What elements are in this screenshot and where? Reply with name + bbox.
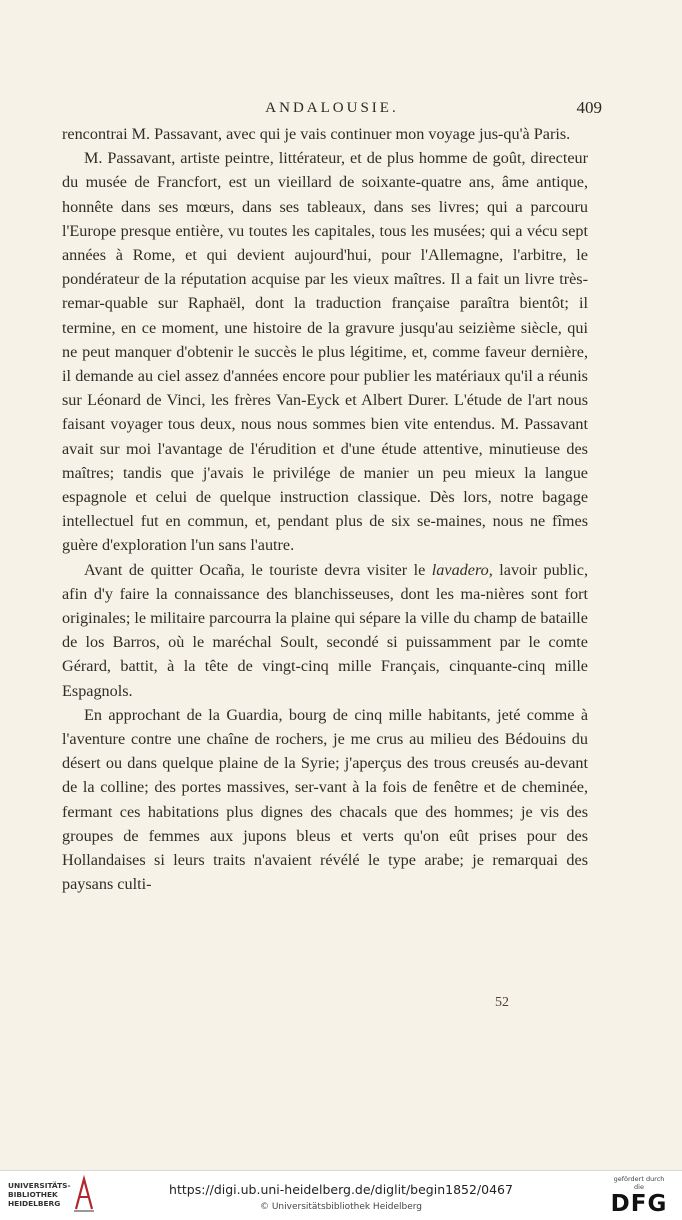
paragraph-4: En approchant de la Guardia, bourg de cinq mille habitants, jeté comme à l'aventure contre une chaîne de rochers, je me crus au milieu des Bédouins du désert ou dans quelque plaine de la Syrie; j'aperçus des trous creusés au-devant de la colline; des portes massives, ser-vant à la fois de fenêtre et de cheminée, fermant ces habitations plus dignes des chacals que des hommes; je vis des groupes de femmes aux jupons bleus et verts qu'on eût prises pour des Hollandaises si leurs traits n'avaient révélé le type arabe; je remarquai des paysans culti-: [62, 705, 588, 894]
paragraph-3-italic: lavadero,: [431, 560, 493, 579]
library-name-line3: HEIDELBERG: [8, 1199, 61, 1208]
permalink-url[interactable]: https://digi.ub.uni-heidelberg.de/diglit/begin1852/0467: [169, 1182, 513, 1197]
dfg-wordmark: DFG: [610, 1191, 668, 1217]
paragraph-3: [62, 558, 588, 703]
running-head: [62, 98, 602, 122]
paragraph-3-start: Avant de quitter Ocaña, le touriste devra visiter le: [84, 560, 432, 579]
library-name-line1: UNIVERSITÄTS-: [8, 1181, 71, 1190]
paragraph-1: rencontrai M. Passavant, avec qui je vais continuer mon voyage jus-qu'à Paris.: [62, 125, 571, 143]
body-text: [62, 122, 588, 897]
page-number: 409: [576, 98, 602, 117]
viewer-footer: [0, 1170, 682, 1220]
paragraph-3-end: lavoir public, afin d'y faire la connaissance des blanchisseuses, dont les ma-nières sont fort originales; le militaire parcourra la plaine qui sépare la ville du champ de bataille de los Barros, où le maréchal Soult, secondé si puissamment par le comte Gérard, battit, à la tête de vingt-cinq mille Français, cinquante-cinq mille Espagnols.: [62, 560, 588, 700]
running-title: ANDALOUSIE.: [265, 100, 399, 116]
copyright-notice: © Universitätsbibliothek Heidelberg: [259, 1202, 422, 1212]
paragraph-2: M. Passavant, artiste peintre, littérateur, et de plus homme de goût, directeur du musée de Francfort, est un vieillard de soixante-quatre ans, âme antique, honnête dans ses mœurs, dans ses tableaux, dans ses livres; qui a parcouru l'Europe presque entière, vu toutes les capitales, tous les musées; qui a vécu sept années à Rome, et qui devient aujourd'hui, pour l'Allemagne, l'arbitre, le pondérateur de la réputation acquise par les vieux maîtres. Il a fait un livre très-remar-quable sur Raphaël, dont la traduction française paraîtra bientôt; il termine, en ce moment, une histoire de la gravure jusqu'au seizième siècle, qui ne peut manquer d'obtenir le succès le plus légitime, et, comme faveur dernière, il demande au ciel assez d'années encore pour publier les matériaux qu'il a réunis sur Léonard de Vinci, les frères Van-Eyck et Albert Durer. L'étude de l'art nous faisant voyager tous deux, nous nous sommes bien vite entendus. M. Passavant avait sur moi l'avantage de l'érudition et d'une étude attentive, minutieuse des maîtres; tandis que j'avais le privilége de manier un peu mieux la langue espagnole et celui de quelque instruction classique. Dès lors, notre bagage intellectuel fut en commun, et, pendant plus de six se-maines, nous ne fîmes guère d'exploration l'un sans l'autre.: [62, 149, 588, 555]
dfg-logo[interactable]: [608, 1175, 670, 1217]
dfg-caption: gefördert durch die: [613, 1175, 665, 1191]
library-name-line2: BIBLIOTHEK: [8, 1190, 58, 1199]
signature-mark: 52: [495, 995, 509, 1010]
